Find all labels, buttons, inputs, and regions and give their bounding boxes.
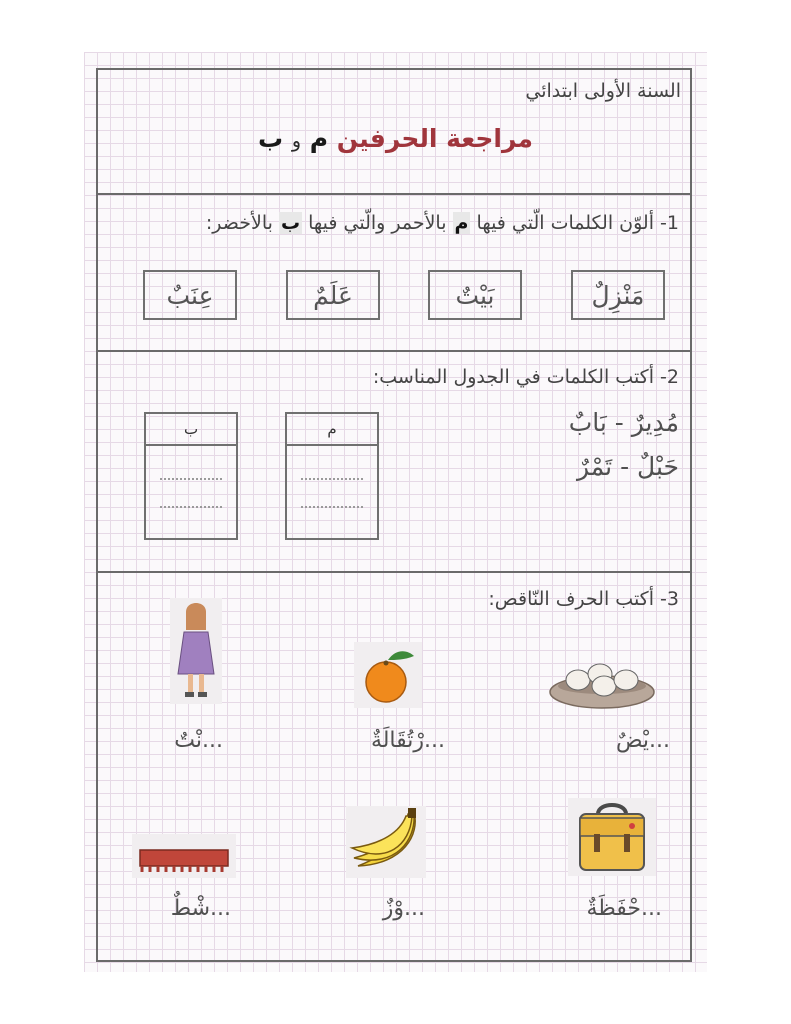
word-box-1[interactable]: مَنْزِلٌ [571, 270, 665, 320]
word-box-2[interactable]: بَيْتٌ [428, 270, 522, 320]
table-m-header: م [287, 414, 377, 446]
section1-instruction [206, 212, 679, 234]
table-m [285, 412, 379, 540]
letter-b-highlight: ب [280, 212, 301, 234]
missing-letter-orange[interactable]: ...رْتُقَالَةٌ [370, 728, 445, 753]
word-pair-1: مُدِيرٌ - بَابٌ [568, 408, 679, 437]
section2-instruction: 2- أكتب الكلمات في الجدول المناسب: [372, 366, 679, 388]
table-m-line-1[interactable] [301, 478, 363, 480]
girl-icon [168, 596, 224, 706]
grade-label: السنة الأولى ابتدائي [525, 80, 681, 102]
table-b-header: ب [146, 414, 236, 446]
letter-m-highlight: م [454, 212, 469, 234]
word-box-3[interactable]: عَلَمٌ [286, 270, 380, 320]
comb-icon [130, 832, 238, 880]
word-pair-2: حَبْلٌ - تَمْرٌ [576, 452, 679, 481]
divider-3 [96, 571, 692, 573]
instr-part-b: بالأحمر والّتي فيها [308, 212, 447, 234]
bananas-icon [344, 804, 428, 880]
orange-icon [352, 640, 424, 710]
instr-part-a: 1- ألوّن الكلمات الّتي فيها [476, 212, 679, 234]
table-b-line-1[interactable] [160, 478, 222, 480]
title-letter-b: ب [258, 124, 284, 153]
table-m-line-2[interactable] [301, 506, 363, 508]
section3-instruction: 3- أكتب الحرف النّاقص: [488, 588, 679, 610]
title-text: مراجعة الحرفين [336, 124, 533, 153]
missing-letter-eggs[interactable]: ...يْضٌ [615, 728, 670, 753]
missing-letter-comb[interactable]: ...شْطٌ [170, 896, 231, 921]
missing-letter-schoolbag[interactable]: ...حْفَظَةٌ [586, 896, 662, 921]
title-letter-m: م [309, 124, 329, 153]
divider-1 [96, 193, 692, 195]
word-box-4[interactable]: عِنَبٌ [143, 270, 237, 320]
title-and: و [291, 130, 302, 152]
eggs-icon [548, 648, 656, 712]
divider-2 [96, 350, 692, 352]
table-b [144, 412, 238, 540]
schoolbag-icon [566, 796, 658, 878]
page-title [0, 124, 791, 153]
missing-letter-bananas[interactable]: ...وْزٌ [382, 896, 425, 921]
instr-part-c: بالأخضر: [205, 212, 273, 234]
missing-letter-girl[interactable]: ...نْتٌ [174, 728, 223, 753]
table-b-line-2[interactable] [160, 506, 222, 508]
